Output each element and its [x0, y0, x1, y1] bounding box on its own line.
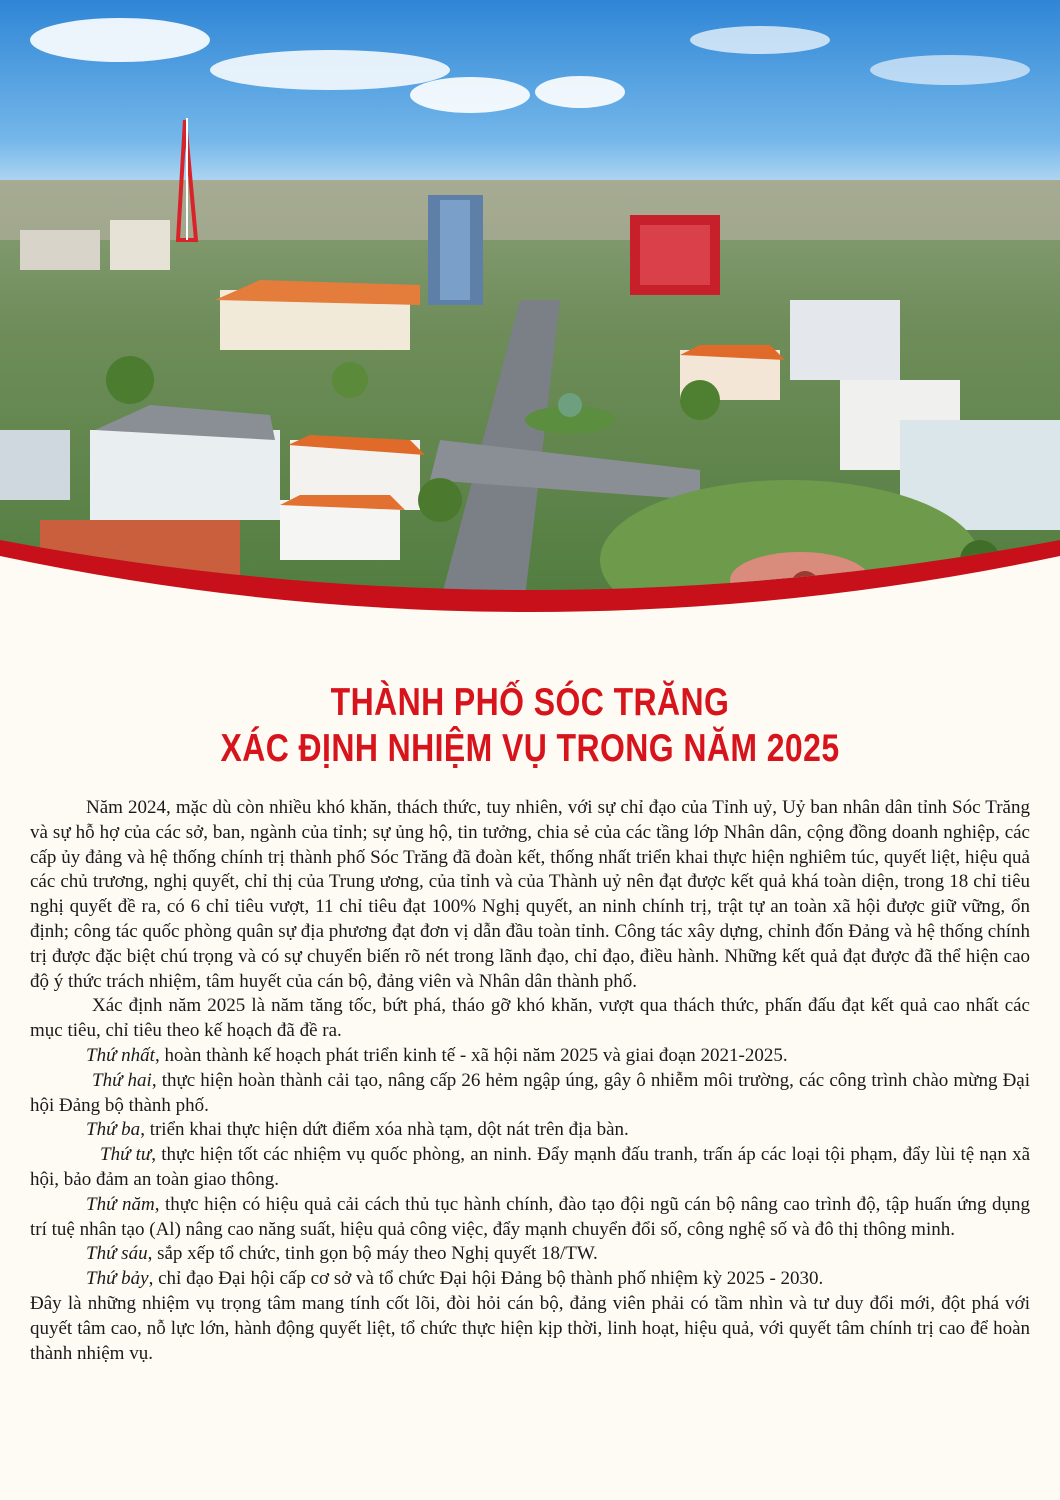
- task-text: , sắp xếp tổ chức, tinh gọn bộ máy theo Nghị quyết 18/TW.: [147, 1243, 598, 1265]
- task-lead: Thứ nhất: [86, 1044, 155, 1066]
- task-text: , hoàn thành kế hoạch phát triển kinh tế - xã hội năm 2025 và giai đoạn 2021-2025.: [154, 1044, 788, 1066]
- task-text: , chỉ đạo Đại hội cấp cơ sở và tổ chức Đại hội Đảng bộ thành phố nhiệm kỳ 2025 - 2030.: [148, 1268, 824, 1290]
- task-text: , thực hiện tốt các nhiệm vụ quốc phòng, an ninh. Đẩy mạnh đấu tranh, trấn áp các loại tội phạm, đẩy lùi tệ nạn xã hội, bảo đảm an toàn giao thông.: [30, 1144, 1031, 1190]
- task-item: [30, 1118, 1030, 1143]
- task-item: [30, 1143, 1030, 1193]
- task-item: [30, 1044, 1030, 1069]
- city-aerial-photo: [0, 0, 1060, 660]
- task-text: , triển khai thực hiện dứt điểm xóa nhà tạm, dột nát trên địa bàn.: [140, 1119, 629, 1141]
- article-body: [30, 796, 1030, 1366]
- headline: [0, 680, 1060, 772]
- headline-line-2: XÁC ĐỊNH NHIỆM VỤ TRONG NĂM 2025: [220, 727, 840, 770]
- task-lead: Thứ sáu: [86, 1243, 148, 1265]
- task-lead: Thứ ba: [86, 1119, 141, 1141]
- paragraph-closing: Đây là những nhiệm vụ trọng tâm mang tính cốt lõi, đòi hỏi cán bộ, đảng viên phải có tầm nhìn và tư duy đổi mới, đột phá với quyết tâm cao, nỗ lực lớn, hành động quyết liệt, tổ chức thực hiện kịp thời, linh hoạt, hiệu quả, với quyết tâm chính trị cao để hoàn thành nhiệm vụ.: [30, 1292, 1030, 1364]
- paragraph-intro: Năm 2024, mặc dù còn nhiều khó khăn, thách thức, tuy nhiên, với sự chỉ đạo của Tỉnh uỷ, Uỷ ban nhân dân tỉnh Sóc Trăng và sự hỗ hợ của các sở, ban, ngành của tỉnh; sự ủng hộ, tin tưởng, chia sẻ của các tầng lớp Nhân dân, cộng đồng doanh nghiệp, các cấp ủy đảng và hệ thống chính trị thành phố Sóc Trăng đã đoàn kết, thống nhất triển khai thực hiện nghiêm túc, quyết liệt, hiệu quả các chủ trương, nghị quyết, chỉ thị của Trung ương, của tỉnh và của Thành uỷ nên đạt được kết quả khá toàn diện, trong 18 chỉ tiêu nghị quyết đề ra, có 6 chỉ tiêu vượt, 11 chỉ tiêu đạt 100% Nghị quyết, an ninh chính trị, trật tự an toàn xã hội được giữ vững, ổn định; công tác quốc phòng quân sự địa phương đạt đơn vị dẫn đầu toàn tỉnh. Công tác xây dựng, chỉnh đốn Đảng và hệ thống chính trị được đặc biệt chú trọng và có sự chuyển biến rõ nét trong lãnh đạo, chỉ đạo, điều hành. Những kết quả đạt được đã thể hiện cao độ ý thức trách nhiệm, tâm huyết của cán bộ, đảng viên và Nhân dân thành phố.: [30, 797, 1030, 992]
- headline-line-1: THÀNH PHỐ SÓC TRĂNG: [330, 681, 730, 724]
- task-text: , thực hiện hoàn thành cải tạo, nâng cấp 26 hẻm ngập úng, gây ô nhiễm môi trường, các công trình chào mừng Đại hội Đảng bộ thành phố.: [30, 1069, 1030, 1116]
- task-item: [30, 1069, 1030, 1119]
- task-lead: Thứ bảy: [86, 1268, 149, 1290]
- task-text: , thực hiện có hiệu quả cải cách thủ tục hành chính, đào tạo đội ngũ cán bộ nâng cao trình độ, tập huấn ứng dụng trí tuệ nhân tạo (Al) nâng cao năng suất, hiệu quả công việc, đẩy mạnh chuyển đổi số, công nghệ số và đô thị thông minh.: [30, 1193, 1030, 1240]
- task-lead: Thứ tư: [100, 1144, 152, 1166]
- paragraph-goal: Xác định năm 2025 là năm tăng tốc, bứt phá, tháo gỡ khó khăn, vượt qua thách thức, phấn đấu đạt kết quả cao nhất các mục tiêu, chỉ tiêu theo kế hoạch đã đề ra.: [30, 995, 1030, 1042]
- task-lead: Thứ năm: [86, 1193, 155, 1215]
- task-item: [30, 1242, 1030, 1267]
- task-item: [30, 1193, 1030, 1243]
- task-item: [30, 1267, 1030, 1292]
- task-lead: Thứ hai: [92, 1069, 152, 1091]
